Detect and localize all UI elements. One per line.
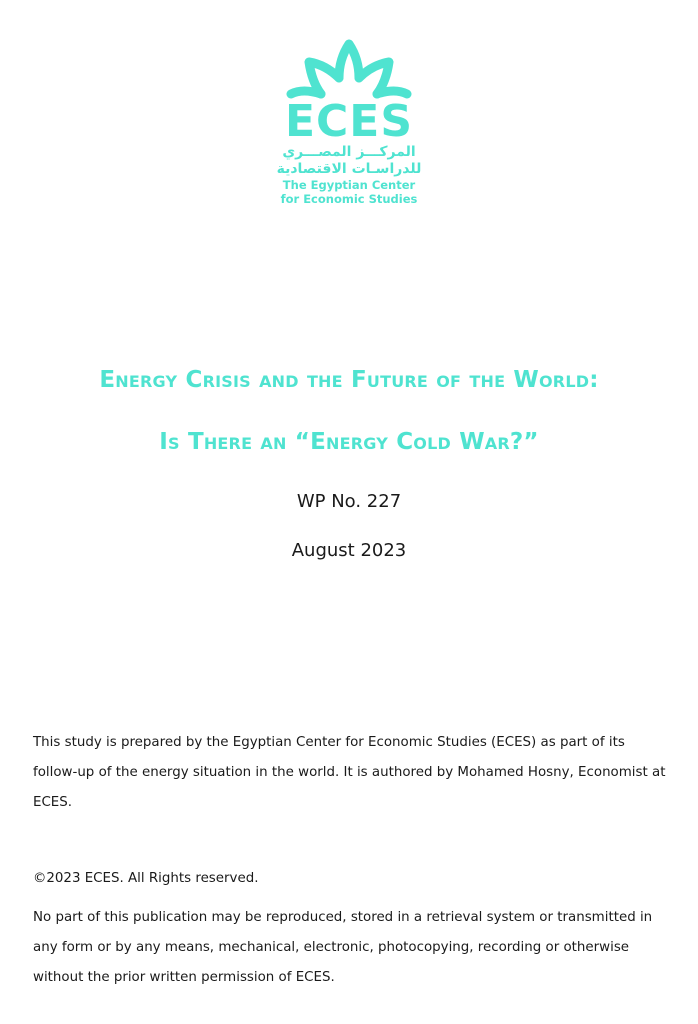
logo-arabic-name-line-1: المركـــز المصـــري [282, 144, 416, 160]
logo-english-name-line-2: for Economic Studies [280, 192, 418, 206]
copyright-notice: ©2023 ECES. All Rights reserved. [33, 871, 259, 886]
working-paper-number: WP No. 227 [296, 491, 402, 512]
paper-title-line-1: Energy Crisis and the Future of the World: [99, 367, 599, 393]
study-description: This study is prepared by the Egyptian Center for Economic Studies (ECES) as part of its follow-up of the energy situation in the world. It is authored by Mohamed Hosny, Economist at ECES. [33, 735, 666, 810]
eces-logo [0, 38, 698, 206]
paper-title-line-2: Is There an “Energy Cold War?” [159, 429, 539, 455]
logo-english-name-line-1: The Egyptian Center [282, 178, 416, 192]
logo-arabic-name-line-2: للدراسـات الاقتصادية [276, 161, 422, 177]
rights-notice: No part of this publication may be reproduced, stored in a retrieval system or transmitted in any form or by any means, mechanical, electronic, photocopying, recording or otherwise without the prior written permission of ECES. [33, 910, 653, 985]
logo-wordmark: ECES [284, 96, 414, 147]
publication-date: August 2023 [291, 540, 407, 561]
lotus-icon [285, 38, 413, 102]
